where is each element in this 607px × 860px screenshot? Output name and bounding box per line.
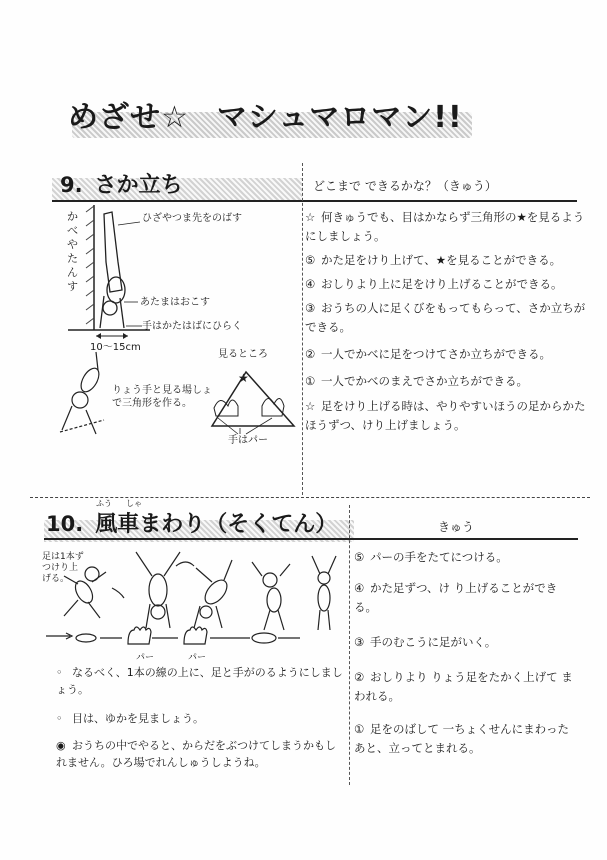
head-label: あたまはおこす [140,297,210,308]
note-item: ◦ なるべく、1本の線の上に、足と手がのるようにしましょう。 [56,666,343,696]
section10-level-list [354,548,576,758]
pa-label-2: パー [188,653,207,663]
note-item: ◉ おうちの中でやると、からだをぶつけてしまうかもしれません。ひろ場でれんしゅうしようね。 [56,739,336,769]
palm-label: 手はパー [228,435,268,446]
list-item: ③ 手のむこうに足がいく。 [354,635,497,649]
list-item: ④ かた足ずつ、け り上げることができる。 [354,581,558,614]
section10-levels-heading: きゅう [438,520,475,534]
section9-levels-heading: どこまで できるかな？（きゅう） [313,179,497,193]
kick-label: 足は1本ずつけり上げる。 [42,552,84,584]
list-item: ② 一人でかべに足をつけてさか立ちができる。 [305,347,551,361]
pa-label-1: パー [136,653,155,663]
section10-number: 10. [46,512,84,536]
wall-label: かべやたんす [67,210,78,293]
list-item: ③ おうちの人に足くびをもってもらって、さか立ちができる。 [305,301,586,334]
ruby-sha: しゃ [126,499,142,508]
list-item: ① 足をのばして 一ちょくせんにまわったあと、立ってとまれる。 [354,722,570,755]
section10-notes [56,664,346,771]
list-item: ⑤ かた足をけり上げて、★を見ることができる。 [305,253,562,267]
section10-title-text: 風車まわり（そくてん） [95,512,338,537]
list-item: ⑤ パーの手をたてにつける。 [354,550,508,564]
hands-label: 手はかたはばにひらく [142,321,242,332]
list-item: ☆ 何きゅうでも、目はかならず三角形の★を見るようにしましょう。 [305,210,585,243]
section9-title-text: さか立ち [94,173,183,198]
ruby-fu: ふう [96,499,112,508]
svg-text:★: ★ [238,371,249,385]
note-item: ◦ 目は、ゆかを見ましょう。 [56,712,204,725]
list-item: ① 一人でかべのまえでさか立ちができる。 [305,374,528,388]
distance-label: 10〜15cm [90,342,141,353]
section9-number: 9. [60,173,83,197]
page-title-part2: マシュマロマン!! [216,100,463,135]
list-item: ☆ 足をけり上げる時は、やりやすいほうの足からかたほうずつ、けり上げましょう。 [305,399,586,432]
page-title-part1: めざせ☆ [68,100,189,135]
list-item: ② おしりより りょう足をたかく上げて まわれる。 [354,670,573,703]
list-item: ④ おしりより上に足をけり上げることができる。 [305,277,563,291]
toes-label: ひざやつま先をのばす [142,213,242,224]
look-point-label: 見るところ [218,349,268,360]
triangle-label: りょう手と見る場しょで三角形を作る。 [112,385,212,409]
